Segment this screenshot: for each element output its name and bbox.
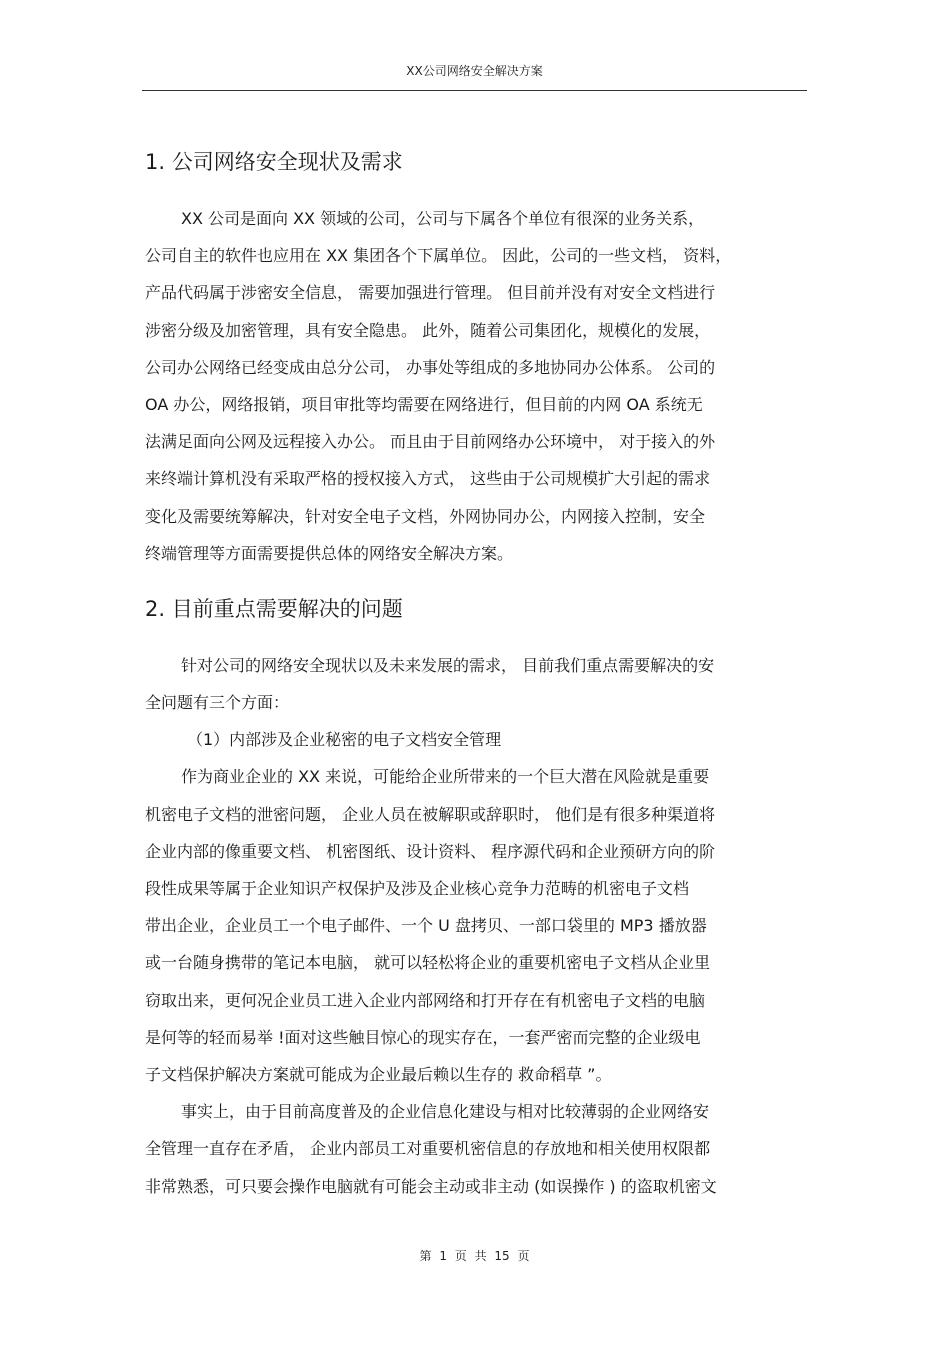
text-line: 全管理一直存在矛盾， 企业内部员工对重要机密信息的存放地和相关使用权限都 bbox=[145, 1139, 711, 1159]
text-line: 非常熟悉，可只要会操作电脑就有可能会主动或非主动 (如误操作 ) 的盗取机密文 bbox=[145, 1176, 717, 1196]
text-line: 是何等的轻而易举 !面对这些触目惊心的现实存在，一套严密而完整的企业级电 bbox=[145, 1027, 701, 1047]
text-line: 企业内部的像重要文档、 机密图纸、设计资料、 程序源代码和企业预研方向的阶 bbox=[145, 841, 716, 861]
header-divider bbox=[142, 90, 807, 91]
section-1-heading: 1. 公司网络安全现状及需求 bbox=[145, 150, 403, 174]
text-line: 窃取出来，更何况企业员工进入企业内部网络和打开存在有机密电子文档的电脑 bbox=[145, 990, 706, 1010]
text-line: XX 公司是面向 XX 领域的公司，公司与下属各个单位有很深的业务关系， bbox=[181, 209, 705, 228]
text-line: 带出企业，企业员工一个电子邮件、一个 U 盘拷贝、一部口袋里的 MP3 播放器 bbox=[145, 916, 707, 936]
section-2-heading: 2. 目前重点需要解决的问题 bbox=[145, 596, 403, 621]
text-line: 全问题有三个方面： bbox=[145, 693, 290, 713]
section-2-paragraph-2 bbox=[145, 1093, 807, 1205]
text-line: 产品代码属于涉密安全信息， 需要加强进行管理。 但目前并没有对安全文档进行 bbox=[145, 283, 716, 303]
text-line: 公司自主的软件也应用在 XX 集团各个下属单位。 因此，公司的一些文档， 资料， bbox=[145, 246, 732, 266]
page-number-footer: 第 1 页 共 15 页 bbox=[419, 1249, 530, 1263]
text-line: 法满足面向公网及远程接入办公。 而且由于目前网络办公环境中， 对于接入的外 bbox=[145, 432, 716, 452]
text-line: 终端管理等方面需要提供总体的网络安全解决方案。 bbox=[145, 543, 514, 563]
section-1-paragraph bbox=[145, 200, 807, 572]
text-line: 来终端计算机没有采取严格的授权接入方式， 这些由于公司规模扩大引起的需求 bbox=[145, 469, 711, 489]
text-line: 作为商业企业的 XX 来说，可能给企业所带来的一个巨大潜在风险就是重要 bbox=[181, 767, 710, 787]
text-line: 子文档保护解决方案就可能成为企业最后赖以生存的 救命稻草 ”。 bbox=[145, 1064, 612, 1084]
section-2-intro bbox=[145, 647, 807, 721]
text-line: 变化及需要统筹解决，针对安全电子文档，外网协同办公，内网接入控制，安全 bbox=[145, 506, 706, 526]
text-line: 针对公司的网络安全现状以及未来发展的需求， 目前我们重点需要解决的安 bbox=[181, 655, 715, 675]
text-line: 事实上，由于目前高度普及的企业信息化建设与相对比较薄弱的企业网络安 bbox=[181, 1102, 710, 1122]
text-line: 涉密分级及加密管理，具有安全隐患。 此外，随着公司集团化，规模化的发展， bbox=[145, 320, 711, 340]
text-line: 或一台随身携带的笔记本电脑， 就可以轻松将企业的重要机密电子文档从企业里 bbox=[145, 953, 711, 973]
document-body bbox=[145, 138, 807, 1205]
text-line: 公司办公网络已经变成由总分公司， 办事处等组成的多地协同办公体系。 公司的 bbox=[145, 357, 716, 377]
section-2-paragraph-1 bbox=[145, 758, 807, 1093]
text-line: 段性成果等属于企业知识产权保护及涉及企业核心竞争力范畴的机密电子文档 bbox=[145, 879, 690, 898]
page-header-title: XX公司网络安全解决方案 bbox=[406, 64, 543, 78]
text-line: 机密电子文档的泄密问题， 企业人员在被解职或辞职时， 他们是有很多种渠道将 bbox=[145, 804, 716, 824]
text-line: OA 办公，网络报销，项目审批等均需要在网络进行，但目前的内网 OA 系统无 bbox=[145, 394, 703, 414]
subsection-heading: （1）内部涉及企业秘密的电子文档安全管理 bbox=[187, 730, 502, 750]
